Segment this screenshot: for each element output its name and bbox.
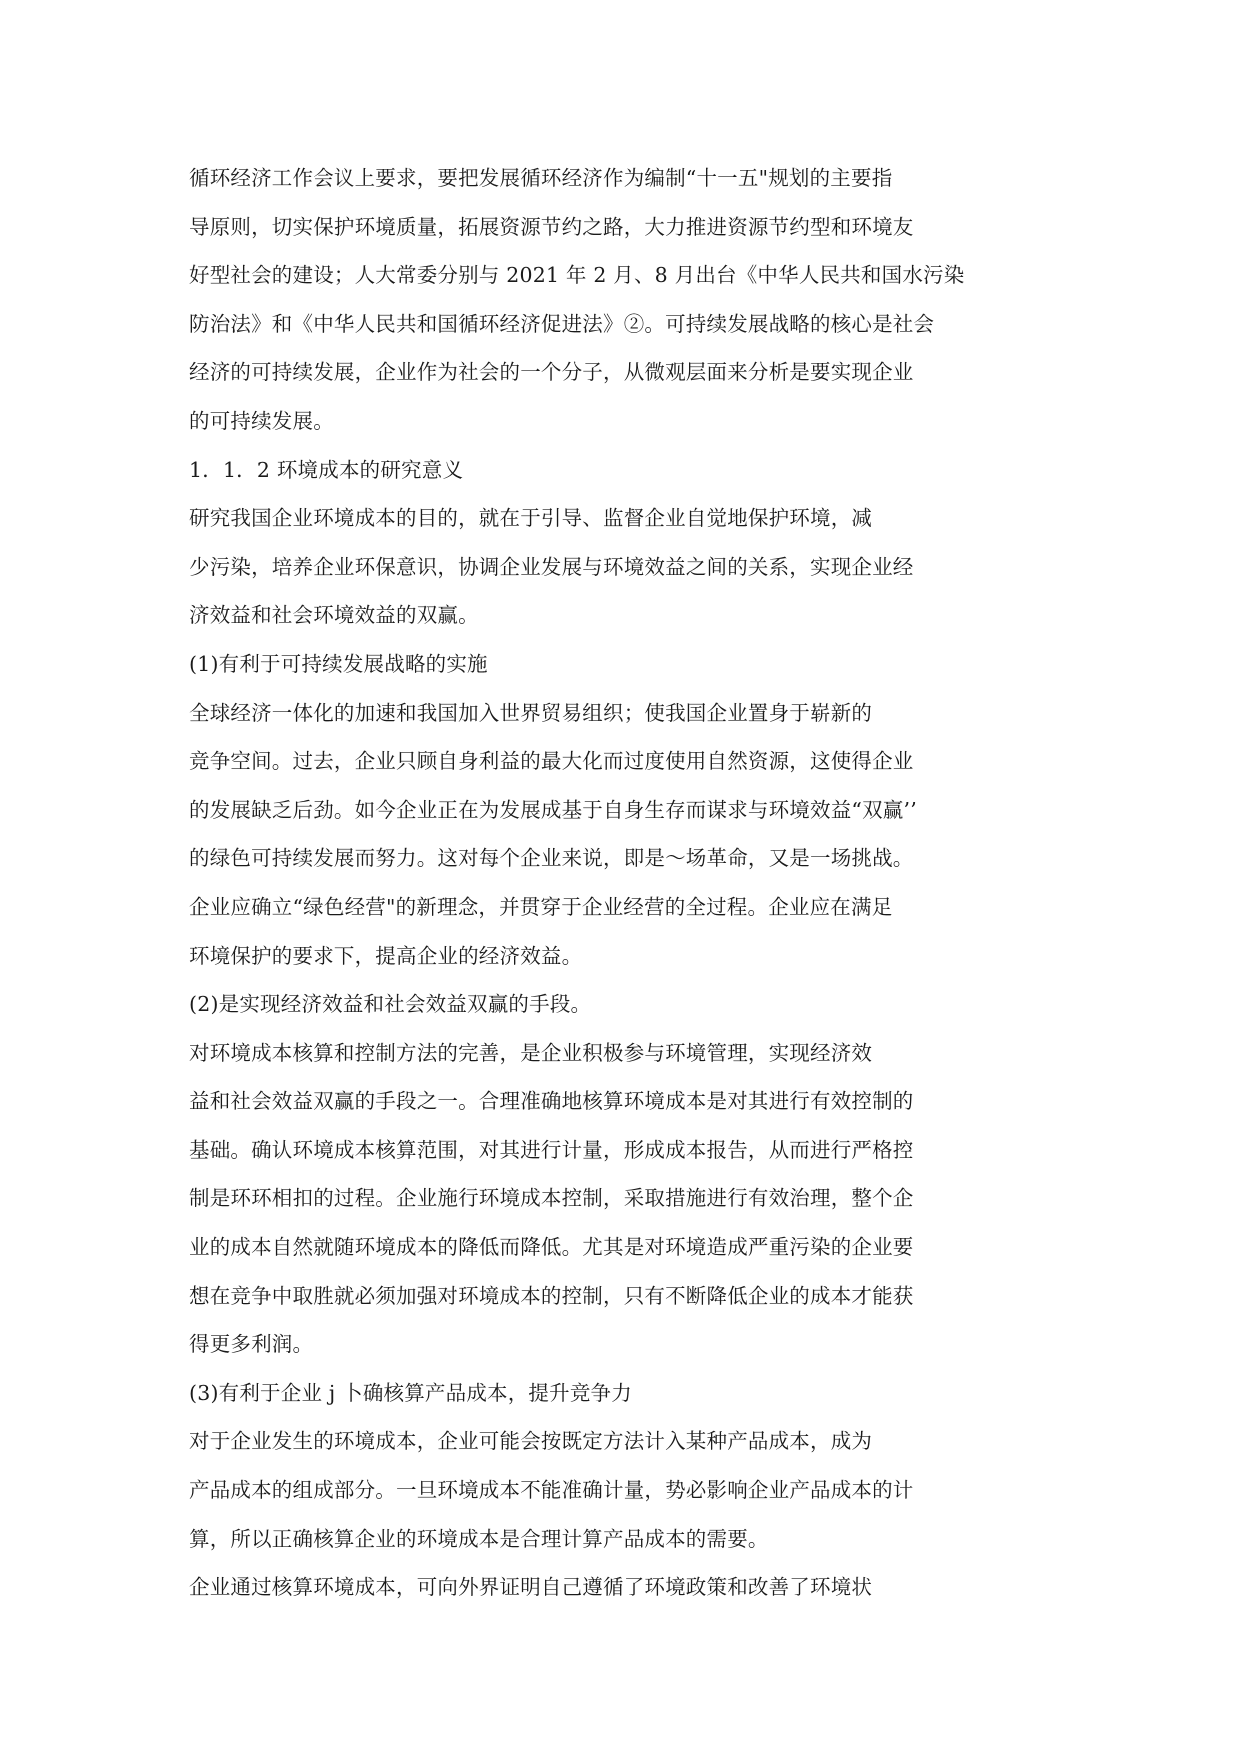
text-line: 企业通过核算环境成本，可向外界证明自己遵循了环境政策和改善了环境状: [189, 1575, 873, 1600]
body-text: [189, 154, 1189, 1612]
text-line: 企业应确立“绿色经营"的新理念，并贯穿于企业经营的全过程。企业应在满足: [189, 894, 893, 919]
text-line: 得更多利润。: [189, 1332, 314, 1357]
text-line: 对环境成本核算和控制方法的完善，是企业积极参与环境管理，实现经济效: [189, 1040, 873, 1065]
text-line: 好型社会的建设；人大常委分别与 2021 年 2 月、8 月出台《中华人民共和国水污染: [189, 263, 965, 288]
text-line: 的绿色可持续发展而努力。这对每个企业来说，即是～场革命，又是一场挑战。: [189, 846, 914, 871]
subheading: (2)是实现经济效益和社会效益双赢的手段。: [189, 992, 592, 1017]
section-heading: 1．1．2 环境成本的研究意义: [189, 457, 464, 482]
text-line: 对于企业发生的环境成本，企业可能会按既定方法计入某种产品成本，成为: [189, 1429, 873, 1454]
text-line: 竞争空间。过去，企业只顾自身利益的最大化而过度使用自然资源，这使得企业: [189, 749, 914, 774]
text-line: 制是环环相扣的过程。企业施行环境成本控制，采取措施进行有效治理，整个企: [189, 1186, 914, 1211]
text-line: 经济的可持续发展，企业作为社会的一个分子，从微观层面来分析是要实现企业: [189, 360, 914, 385]
text-line: 济效益和社会环境效益的双赢。: [189, 603, 479, 628]
text-line: 算，所以正确核算企业的环境成本是合理计算产品成本的需要。: [189, 1526, 769, 1551]
text-line: 基础。确认环境成本核算范围，对其进行计量，形成成本报告，从而进行严格控: [189, 1137, 914, 1162]
text-line: 研究我国企业环境成本的目的，就在于引导、监督企业自觉地保护环境，减: [189, 506, 873, 531]
text-line: 益和社会效益双赢的手段之一。合理准确地核算环境成本是对其进行有效控制的: [189, 1089, 914, 1114]
subheading: (1)有利于可持续发展战略的实施: [189, 651, 488, 676]
text-line: 业的成本自然就随环境成本的降低而降低。尤其是对环境造成严重污染的企业要: [189, 1235, 914, 1260]
text-line: 环境保护的要求下，提高企业的经济效益。: [189, 943, 583, 968]
text-line: 导原则，切实保护环境质量，拓展资源节约之路，大力推进资源节约型和环境友: [189, 214, 914, 239]
text-line: 的发展缺乏后劲。如今企业正在为发展成基于自身生存而谋求与环境效益“双赢’’: [189, 797, 917, 822]
text-line: 循环经济工作会议上要求，要把发展循环经济作为编制“十一五"规划的主要指: [189, 166, 893, 190]
text-line: 的可持续发展。: [189, 408, 334, 433]
subheading: (3)有利于企业 j 卜确核算产品成本，提升竞争力: [189, 1380, 632, 1405]
text-line: 想在竞争中取胜就必须加强对环境成本的控制，只有不断降低企业的成本才能获: [189, 1283, 914, 1308]
text-line: 少污染，培养企业环保意识，协调企业发展与环境效益之间的关系，实现企业经: [189, 554, 914, 579]
text-line: 防治法》和《中华人民共和国循环经济促进法》②。可持续发展战略的核心是社会: [189, 311, 935, 336]
text-line: 全球经济一体化的加速和我国加入世界贸易组织；使我国企业置身于崭新的: [189, 700, 873, 725]
text-line: 产品成本的组成部分。一旦环境成本不能准确计量，势必影响企业产品成本的计: [189, 1478, 914, 1503]
